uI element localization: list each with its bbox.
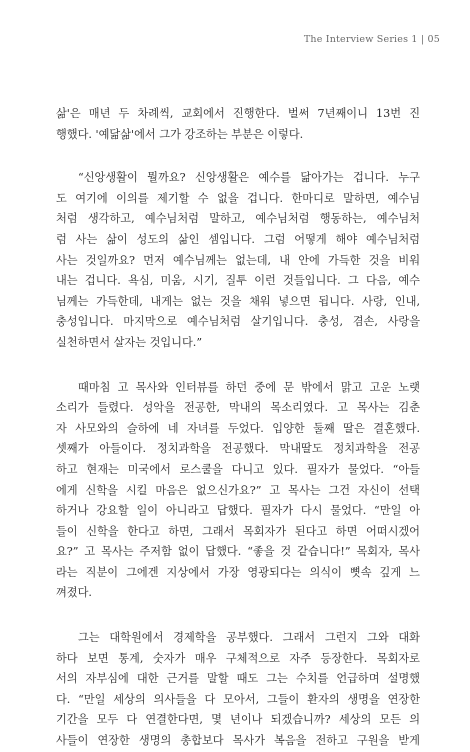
- text-line: 그는 대학원에서 경제학을 공부했다. 그래서 그런지 그와 대화: [78, 631, 420, 645]
- paragraph-1: [56, 104, 420, 145]
- paragraph-quote: [56, 168, 420, 353]
- text-line: 껴졌다.: [56, 586, 92, 600]
- text-line: 다. “만일 세상의 의사들을 다 모아서, 그들이 환자의 생명을 연장한: [56, 692, 420, 706]
- text-line: 충성입니다. 마지막으로 예수님처럼 살기입니다. 충성, 겸손, 사랑을: [56, 315, 420, 329]
- text-line: 셋째가 아들이다. 정치과학을 전공했다. 막내딸도 정치과학을 전공: [56, 442, 420, 456]
- text-line: 라는 직분이 그에겐 지상에서 가장 영광되다는 의식이 뼛속 깊게 느: [56, 565, 420, 579]
- text-line: 하다 보면 통계, 숫자가 매우 구체적으로 자주 등장한다. 목회자로: [56, 651, 420, 665]
- running-header: [304, 34, 440, 45]
- text-line: 행했다. '예닮삶'에서 그가 강조하는 부분은 이렇다.: [56, 127, 304, 141]
- text-line: 때마침 고 목사와 인터뷰를 하던 중에 문 밖에서 맑고 고운 노랫: [78, 380, 420, 394]
- page-body: [56, 104, 420, 752]
- text-line: 소리가 들렸다. 성악을 전공한, 막내의 목소리였다. 고 목사는 김춘: [56, 401, 420, 415]
- text-line: 삶'은 매년 두 차례씩, 교회에서 진행한다. 벌써 7년째이니 13번 진: [56, 107, 420, 120]
- text-line: 하거나 강요할 일이 아니라고 답했다. 필자가 다시 물었다. “만일 아: [56, 504, 420, 518]
- text-line: 사들이 연장한 생명의 총합보다 목사가 복음을 전하고 구원을 받게: [56, 734, 420, 748]
- text-line: 기간을 모두 다 연결한다면, 몇 년이나 되겠습니까? 세상의 모든 의: [56, 713, 420, 727]
- text-line: “신앙생활이 뭘까요? 신앙생활은 예수를 닮아가는 겁니다. 누구: [78, 171, 420, 185]
- text-line: 사는 것일까요? 먼저 예수님께는 없는데, 내 안에 가득한 것을 비워: [56, 253, 420, 267]
- text-line: 요?” 고 목사는 주저함 없이 답했다. “좋을 것 같습니다!” 목회자, 목사: [56, 545, 420, 559]
- text-line: 하고 현재는 미국에서 로스쿨을 다니고 있다. 필자가 물었다. “아들: [56, 462, 420, 476]
- running-title: The Interview Series 1 | 05: [303, 34, 440, 45]
- text-line: 내는 겁니다. 욕심, 미움, 시기, 질투 이런 것들입니다. 그 다음, 예수: [56, 274, 420, 288]
- text-line: 에게 신학을 시킬 마음은 없으신가요?” 고 목사는 그건 자신이 선택: [56, 483, 420, 497]
- text-line: 들이 신학을 한다고 하면, 그래서 목회자가 된다고 하면 어떠시겠어: [56, 524, 420, 538]
- text-line: 처럼 생각하고, 예수님처럼 말하고, 예수님처럼 행동하는, 예수님처: [56, 212, 420, 226]
- text-line: 서의 자부심에 대한 근거를 말할 때도 그는 수치를 언급하며 설명했: [56, 672, 420, 686]
- paragraph-3: [56, 378, 420, 605]
- text-line: 님께는 가득한데, 내게는 없는 것을 채워 넣으면 됩니다. 사랑, 인내,: [56, 294, 420, 308]
- text-line: 도 여기에 이의를 제기할 수 없을 겁니다. 한마디로 말하면, 예수님: [56, 191, 420, 205]
- text-line: 자 사모와의 슬하에 네 자녀를 두었다. 입양한 둘째 딸은 결혼했다.: [56, 421, 420, 435]
- text-line: 럼 사는 삶이 성도의 삶인 셈입니다. 그럼 어떻게 해야 예수님처럼: [56, 232, 420, 246]
- text-line: 실천하면서 살자는 것입니다.”: [56, 335, 203, 349]
- paragraph-4: [56, 628, 420, 752]
